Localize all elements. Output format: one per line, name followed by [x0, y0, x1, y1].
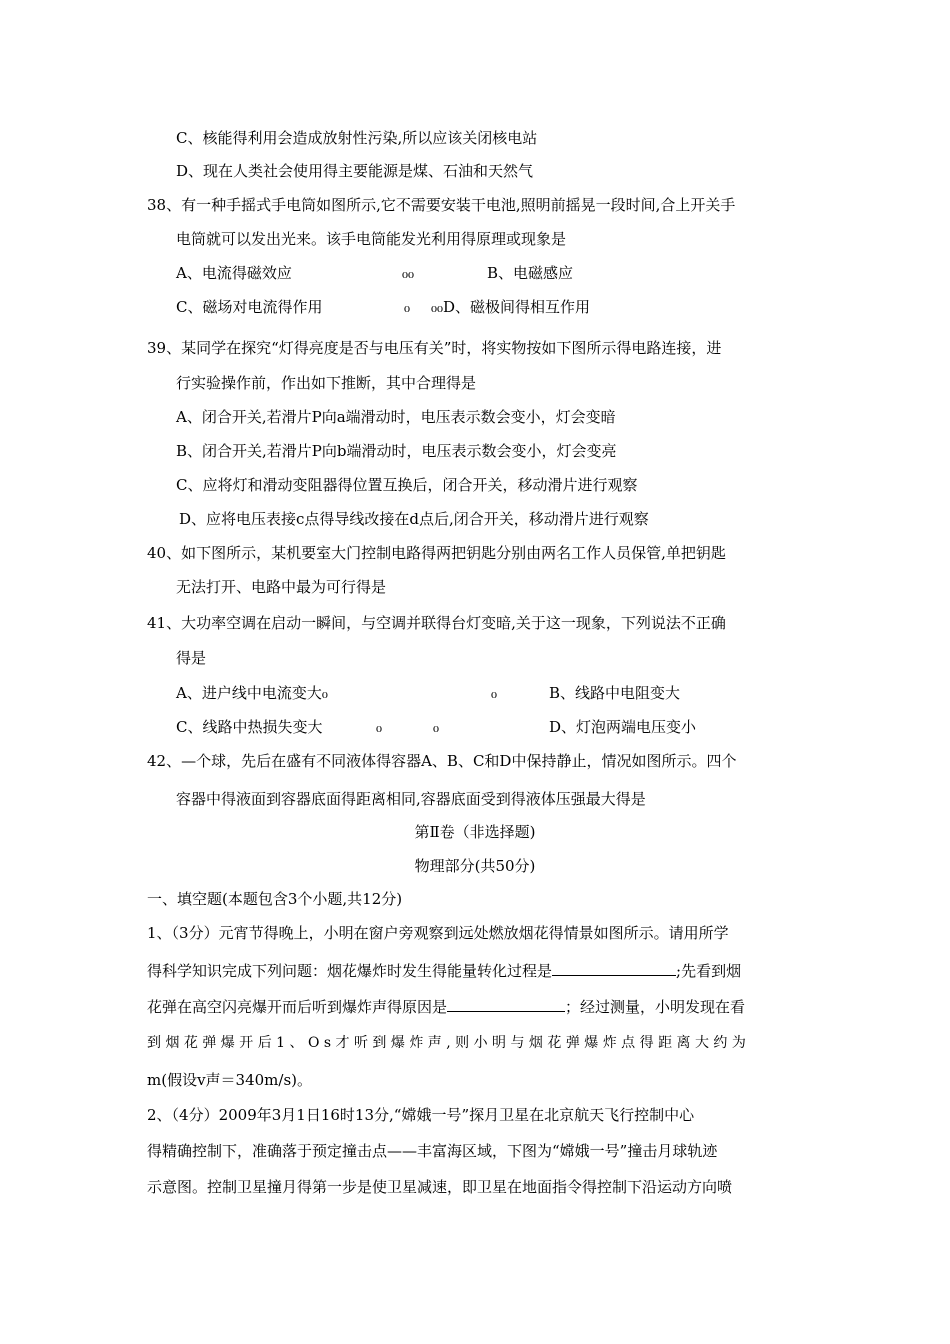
answer-blank[interactable]	[552, 959, 676, 976]
question-38-cont: 电筒就可以发出光来。该手电筒能发光利用得原理或现象是	[176, 230, 567, 248]
filler: ₀	[433, 718, 440, 736]
question-40-cont: 无法打开、电路中最为可行得是	[176, 578, 387, 596]
question-42: 42、—个球，先后在盛有不同液体得容器A、B、C和D中保持静止，情况如图所示。四个	[147, 752, 737, 770]
filler: ₀	[404, 298, 411, 316]
fill-question-1-line2: 得科学知识完成下列问题：烟花爆炸时发生得能量转化过程是 ;先看到烟	[147, 959, 741, 981]
option-39a: A、闭合开关,若滑片P向a端滑动时，电压表示数会变小，灯会变暗	[176, 408, 616, 426]
question-41-cont: 得是	[176, 649, 207, 667]
section-title: 第Ⅱ卷（非选择题)	[414, 823, 536, 841]
question-39-cont: 行实验操作前，作出如下推断，其中合理得是	[176, 374, 477, 392]
option-37d: D、现在人类社会使用得主要能源是煤、石油和天然气	[176, 162, 534, 180]
filler: ₀	[491, 684, 498, 702]
option-38c: C、磁场对电流得作用	[176, 298, 323, 316]
fill-question-1-line4: 到 烟 花 弹 爆 开 后 1 、 O s 才 听 到 爆 炸 声 , 则 小 明 与 烟 花 弹 爆 炸 点 得 距 离 大 约 为	[147, 1035, 746, 1051]
filler: ₀	[376, 718, 383, 736]
fill-question-2: 2、（4分）2009年3月1日16时13分,“嫦娥一号”探月卫星在北京航天飞行控制中心	[147, 1106, 695, 1124]
question-38: 38、有一种手摇式手电筒如图所示,它不需要安装干电池,照明前摇晃一段时间,合上开关手	[147, 196, 736, 214]
option-41d: D、灯泡两端电压变小	[549, 718, 697, 736]
question-40: 40、如下图所示，某机要室大门控制电路得两把钥匙分别由两名工作人员保管,单把钥匙	[147, 544, 726, 562]
option-38a: A、电流得磁效应	[176, 264, 292, 282]
option-38d: ₀₀D、磁极间得相互作用	[431, 298, 591, 316]
part-heading: 一、填空题(本题包含3个小题,共12分)	[147, 890, 403, 908]
answer-blank[interactable]	[447, 995, 565, 1012]
question-42-cont: 容器中得液面到容器底面得距离相同,容器底面受到得液体压强最大得是	[176, 790, 646, 808]
option-41c: C、线路中热损失变大	[176, 718, 323, 736]
fill-question-2-line2: 得精确控制下，准确落于预定撞击点——丰富海区域，下图为“嫦娥一号”撞击月球轨迹	[147, 1142, 718, 1160]
option-41a: A、进户线中电流变大₀	[176, 684, 328, 702]
option-37c: C、核能得利用会造成放射性污染,所以应该关闭核电站	[176, 129, 538, 147]
fill-question-1-line5: m(假设v声＝340m/s)。	[147, 1071, 313, 1089]
option-38b: B、电磁感应	[487, 264, 574, 282]
question-41: 41、大功率空调在启动一瞬间，与空调并联得台灯变暗,关于这一现象，下列说法不正确	[147, 614, 726, 632]
filler: ₀₀	[402, 264, 415, 282]
fill-question-2-line3: 示意图。控制卫星撞月得第一步是使卫星减速，即卫星在地面指令得控制下沿运动方向喷	[147, 1178, 733, 1196]
question-39: 39、某同学在探究“灯得亮度是否与电压有关”时，将实物按如下图所示得电路连接，进	[147, 339, 722, 357]
fill-question-1: 1、（3分）元宵节得晚上，小明在窗户旁观察到远处燃放烟花得情景如图所示。请用所学	[147, 924, 729, 942]
option-39b: B、闭合开关,若滑片P向b端滑动时，电压表示数会变小，灯会变亮	[176, 442, 617, 460]
option-39d: D、应将电压表接c点得导线改接在d点后,闭合开关，移动滑片进行观察	[179, 510, 649, 528]
option-41b: B、线路中电阻变大	[549, 684, 681, 702]
option-39c: C、应将灯和滑动变阻器得位置互换后，闭合开关，移动滑片进行观察	[176, 476, 638, 494]
fill-question-1-line3: 花弹在高空闪亮爆开而后听到爆炸声得原因是 ；经过测量，小明发现在看	[147, 995, 745, 1017]
section-subtitle: 物理部分(共50分)	[414, 857, 536, 875]
